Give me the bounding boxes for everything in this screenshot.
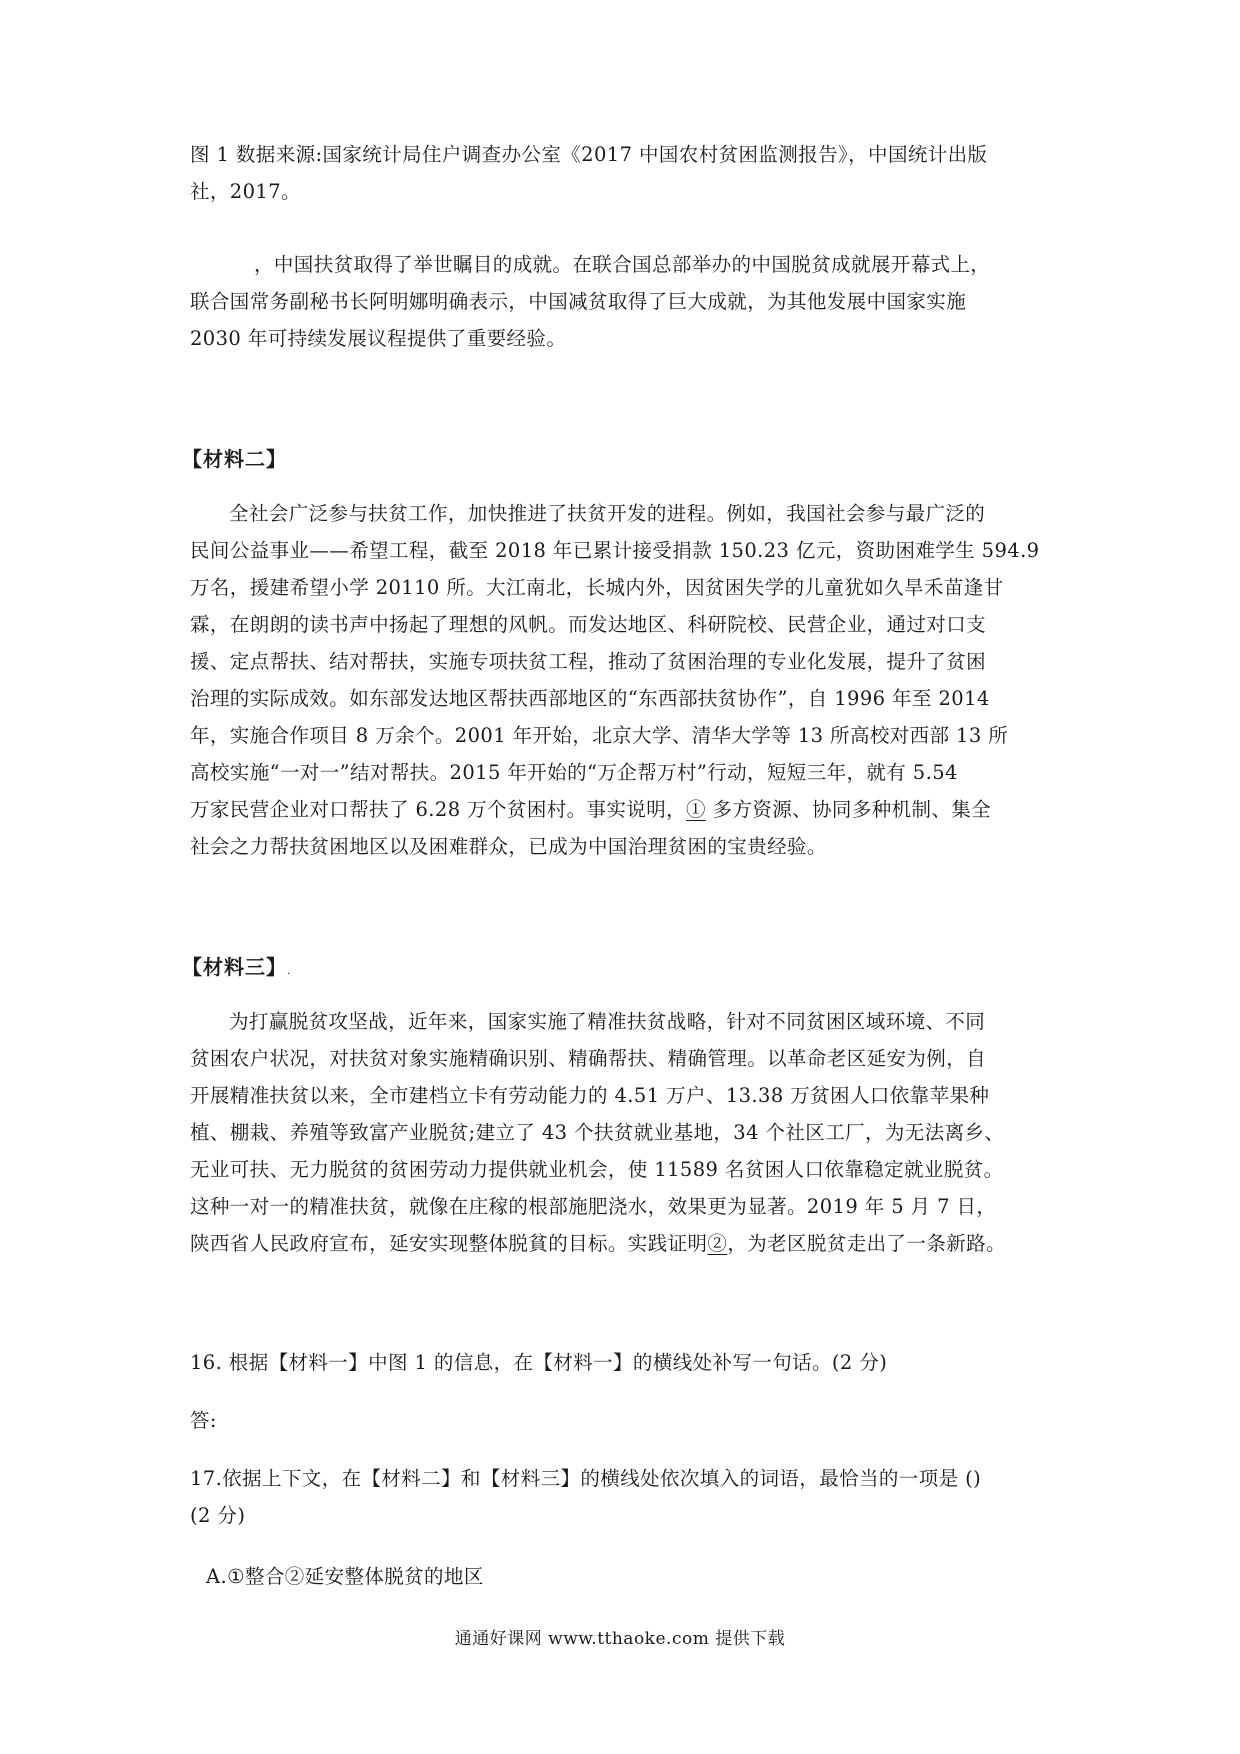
material-3-line: 植、棚栽、养殖等致富产业脱贫;建立了 43 个扶贫就业基地，34 个社区工厂，为无法离乡、 bbox=[190, 1121, 1005, 1144]
material-1-line-3: 2030 年可持续发展议程提供了重要经验。 bbox=[190, 327, 567, 350]
material-2-body bbox=[190, 495, 1062, 865]
material-3-heading-mark: . bbox=[287, 966, 292, 977]
material-2-line: 全社会广泛参与扶贫工作，加快推进了扶贫开发的进程。例如，我国社会参与最广泛的 bbox=[229, 502, 986, 525]
material-3-text: 陕西省人民政府宣布，延安实现整体脱貧的目标。实践证明 bbox=[190, 1232, 708, 1255]
question-17-line-1: 17.依据上下文，在【材料二】和【材料三】的横线处依次填入的词语，最恰当的一项是 () bbox=[190, 1467, 982, 1490]
material-2-line-with-blank bbox=[190, 791, 1062, 828]
material-2-text: 多方资源、协同多种机制、集全 bbox=[705, 798, 992, 821]
material-2-line: 高校实施“一对一”结对帮扶。2015 年开始的“万企帮万村”行动，短短三年，就有 5.54 bbox=[190, 761, 958, 784]
figure-source-line-2: 社，2017。 bbox=[190, 180, 301, 203]
figure-source-line-1: 图 1 数据来源:国家统计局住户调查办公室《2017 中国农村贫困监测报告》，中国统计出版 bbox=[190, 143, 988, 166]
material-1-line-1: ，中国扶贫取得了举世瞩目的成就。在联合国总部举办的中国脱贫成就展开幕式上， bbox=[254, 253, 991, 276]
material-2-line: 社会之力帮扶贫困地区以及困难群众，已成为中国治理贫困的宝贵经验。 bbox=[190, 835, 827, 858]
material-3-line: 为打赢脱贫攻坚战，近年来，国家实施了精准扶贫战略，针对不同贫困区域环境、不同 bbox=[229, 1010, 986, 1033]
question-17-line-2: (2 分) bbox=[190, 1504, 246, 1527]
material-2-text: 万家民营企业对口帮扶了 6.28 万个贫困村。事实说明， bbox=[190, 798, 687, 821]
blank-1-marker: ① bbox=[686, 798, 706, 821]
material-3-line: 无业可扶、无力脱贫的贫困劳动力提供就业机会，使 11589 名贫困人口依靠稳定就业脱贫。 bbox=[190, 1158, 1004, 1181]
material-3-line: 贫困农户状况，对扶贫对象实施精确识别、精确帮扶、精确管理。以革命老区延安为例，自 bbox=[190, 1047, 987, 1070]
material-2-line: 万名，援建希望小学 20110 所。大江南北，长城内外，因贫困失学的儿童犹如久旱禾苗逢甘 bbox=[190, 576, 1004, 599]
material-3-line: 开展精准扶贫以来，全市建档立卡有劳动能力的 4.51 万户、13.38 万贫困人口依靠苹果种 bbox=[190, 1084, 990, 1107]
material-3-line-with-blank bbox=[190, 1225, 1062, 1262]
figure-source-caption bbox=[190, 136, 1062, 210]
material-2-line: 治理的实际成效。如东部发达地区帮扶西部地区的“东西部扶贫协作”，自 1996 年至 2014 bbox=[190, 687, 990, 710]
material-3-heading-text: 【材料三】 bbox=[182, 955, 287, 979]
material-3-line: 这种一对一的精准扶贫，就像在庄稼的根部施肥浇水，效果更为显著。2019 年 5 月 7 日， bbox=[190, 1195, 997, 1218]
material-2-heading: 【材料二】 bbox=[182, 447, 287, 471]
question-16-answer-label: 答: bbox=[190, 1409, 217, 1432]
material-2-line: 民间公益事业——希望工程，截至 2018 年已累计接受捐款 150.23 亿元，资助困难学生 594.9 bbox=[190, 539, 1040, 562]
question-16: 16. 根据【材料一】中图 1 的信息，在【材料一】的横线处补写一句话。(2 分) bbox=[190, 1351, 888, 1374]
material-1-conclusion bbox=[190, 246, 1062, 357]
page-footer: 通通好课网 www.tthaoke.com 提供下载 bbox=[454, 1629, 786, 1649]
material-2-line: 霖，在朗朗的读书声中扬起了理想的风帆。而发达地区、科研院校、民营企业，通过对口支 bbox=[190, 613, 987, 636]
material-2-line: 年，实施合作项目 8 万余个。2001 年开始，北京大学、清华大学等 13 所高校对西部 13 所 bbox=[190, 724, 1009, 747]
question-17-option-a: A.①整合②延安整体脱贫的地区 bbox=[206, 1565, 484, 1588]
material-1-line-2: 联合国常务副秘书长阿明娜明确表示，中国减贫取得了巨大成就，为其他发展中国家实施 bbox=[190, 290, 967, 313]
blank-2-marker: ② bbox=[707, 1232, 728, 1255]
material-3-heading bbox=[182, 951, 291, 980]
material-3-body bbox=[190, 1003, 1062, 1262]
material-2-line: 援、定点帮扶、结对帮扶，实施专项扶贫工程，推动了贫困治理的专业化发展，提升了贫困 bbox=[190, 650, 987, 673]
material-3-text: ，为老区脱贫走出了一条新路。 bbox=[727, 1232, 1006, 1255]
